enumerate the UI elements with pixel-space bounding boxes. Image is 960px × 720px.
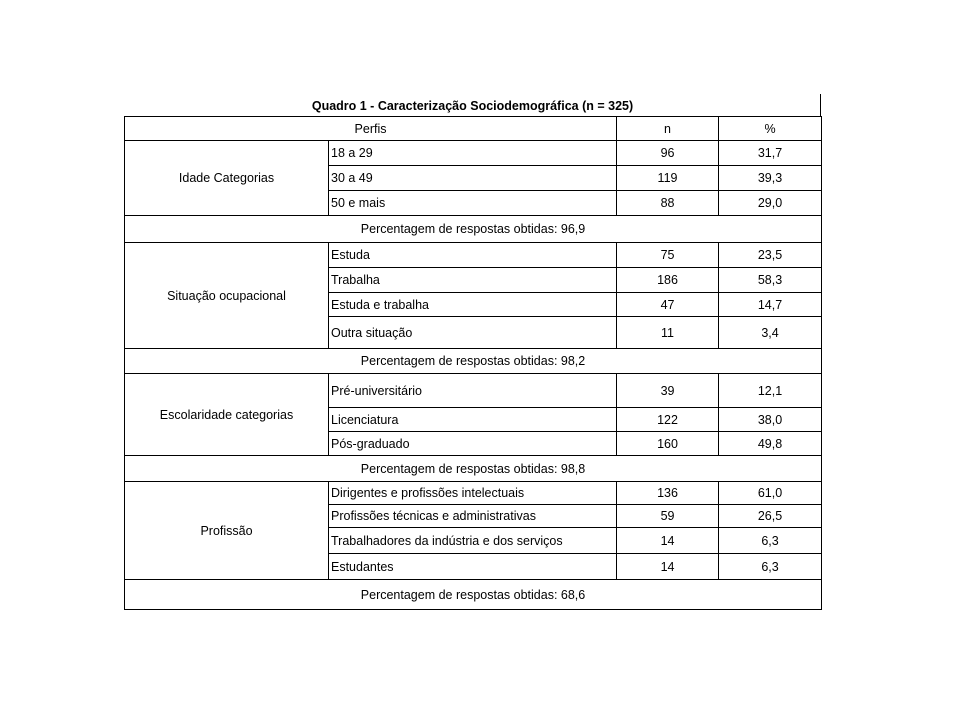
table-row — [125, 141, 822, 166]
header-row — [125, 117, 822, 141]
table-row — [125, 374, 822, 408]
row-label: Dirigentes e profissões intelectuais — [329, 482, 617, 505]
row-n: 14 — [617, 528, 719, 554]
row-pct: 3,4 — [719, 317, 822, 349]
row-n: 14 — [617, 554, 719, 580]
group-label: Situação ocupacional — [125, 243, 329, 349]
row-n: 47 — [617, 293, 719, 317]
row-pct: 39,3 — [719, 166, 822, 191]
row-label: Outra situação — [329, 317, 617, 349]
header-perfis: Perfis — [125, 117, 617, 141]
row-pct: 29,0 — [719, 191, 822, 216]
row-label: Trabalhadores da indústria e dos serviços — [329, 528, 617, 554]
group-footer: Percentagem de respostas obtidas: 96,9 — [125, 216, 822, 243]
row-label: 30 a 49 — [329, 166, 617, 191]
row-pct: 58,3 — [719, 268, 822, 293]
row-pct: 38,0 — [719, 408, 822, 432]
header-n: n — [617, 117, 719, 141]
row-label: Pós-graduado — [329, 432, 617, 456]
group-label: Idade Categorias — [125, 141, 329, 216]
row-label: 50 e mais — [329, 191, 617, 216]
row-n: 39 — [617, 374, 719, 408]
row-n: 88 — [617, 191, 719, 216]
row-n: 186 — [617, 268, 719, 293]
row-label: Estudantes — [329, 554, 617, 580]
table-title: Quadro 1 - Caracterização Sociodemográfica (n = 325) — [311, 99, 634, 113]
row-label: 18 a 29 — [329, 141, 617, 166]
row-pct: 6,3 — [719, 554, 822, 580]
row-n: 136 — [617, 482, 719, 505]
row-label: Licenciatura — [329, 408, 617, 432]
row-n: 96 — [617, 141, 719, 166]
group-label: Profissão — [125, 482, 329, 580]
group-footer-row — [125, 216, 822, 243]
row-pct: 23,5 — [719, 243, 822, 268]
row-label: Pré-universitário — [329, 374, 617, 408]
group-footer: Percentagem de respostas obtidas: 98,8 — [125, 456, 822, 482]
row-pct: 61,0 — [719, 482, 822, 505]
row-n: 122 — [617, 408, 719, 432]
table-row — [125, 243, 822, 268]
row-label: Estuda e trabalha — [329, 293, 617, 317]
group-footer-row — [125, 349, 822, 374]
row-n: 119 — [617, 166, 719, 191]
table-row — [125, 482, 822, 505]
sociodemographic-table — [124, 116, 822, 610]
header-pct: % — [719, 117, 822, 141]
group-label: Escolaridade categorias — [125, 374, 329, 456]
group-footer-row — [125, 456, 822, 482]
title-border — [820, 94, 821, 116]
group-footer: Percentagem de respostas obtidas: 98,2 — [125, 349, 822, 374]
row-pct: 26,5 — [719, 505, 822, 528]
row-pct: 14,7 — [719, 293, 822, 317]
row-pct: 49,8 — [719, 432, 822, 456]
row-pct: 12,1 — [719, 374, 822, 408]
group-footer: Percentagem de respostas obtidas: 68,6 — [125, 580, 822, 610]
row-n: 75 — [617, 243, 719, 268]
row-pct: 6,3 — [719, 528, 822, 554]
row-n: 11 — [617, 317, 719, 349]
row-pct: 31,7 — [719, 141, 822, 166]
row-n: 160 — [617, 432, 719, 456]
group-footer-row — [125, 580, 822, 610]
row-n: 59 — [617, 505, 719, 528]
row-label: Profissões técnicas e administrativas — [329, 505, 617, 528]
row-label: Trabalha — [329, 268, 617, 293]
row-label: Estuda — [329, 243, 617, 268]
